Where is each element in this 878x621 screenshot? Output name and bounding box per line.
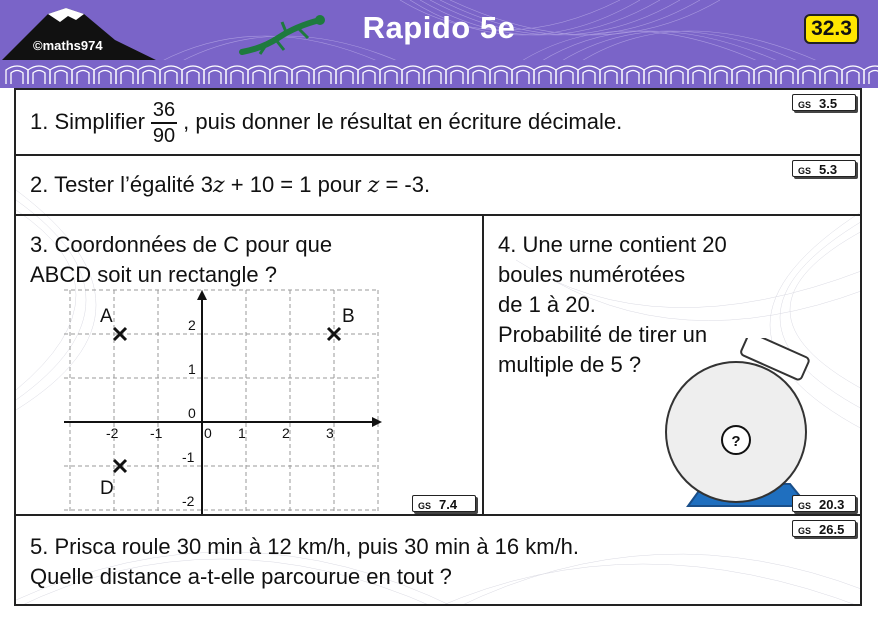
gs-value: 26.5	[819, 522, 845, 537]
gs-label: GS	[798, 526, 812, 536]
gs-value: 3.5	[819, 96, 838, 111]
question-4-line4: Probabilité de tirer un	[498, 322, 708, 347]
question-2-row	[16, 156, 860, 216]
question-2-part3: = -3.	[379, 172, 431, 197]
variable-z: z	[213, 173, 225, 198]
gs-value: 7.4	[439, 497, 458, 512]
question-2-part2: + 10 = 1 pour	[224, 172, 368, 197]
question-5-line1: 5. Prisca roule 30 min à 12 km/h, puis 30 min à 16 km/h.	[30, 534, 580, 559]
gs-label: GS	[798, 166, 812, 176]
y-tick-label: -2	[182, 493, 195, 509]
question-5-line2: Quelle distance a-t-elle parcourue en tout ?	[30, 564, 452, 589]
question-4-line3: de 1 à 20.	[498, 292, 596, 317]
question-4-line2: boules numérotées	[498, 262, 686, 287]
gs-badge-q3	[412, 495, 476, 512]
y-tick-label: 2	[188, 317, 196, 333]
fraction	[151, 98, 177, 148]
gs-label: GS	[798, 501, 812, 511]
x-tick-label: 2	[282, 425, 290, 441]
y-axis-arrow	[197, 290, 207, 300]
point-d-label: D	[100, 478, 114, 499]
fraction-denominator: 90	[152, 125, 176, 147]
question-4-line1: 4. Une urne contient 20	[498, 232, 727, 257]
question-4-line5: multiple de 5 ?	[498, 352, 642, 377]
question-1-suffix: , puis donner le résultat en écriture décimale.	[183, 108, 623, 134]
ball-mark: ?	[731, 433, 741, 450]
column-divider	[482, 216, 484, 516]
gs-label: GS	[798, 100, 812, 110]
decorative-frieze	[0, 60, 878, 88]
question-1-text	[30, 98, 622, 148]
gs-badge-q5	[792, 520, 856, 537]
gs-badge-q2	[792, 160, 856, 177]
point-b-label: B	[342, 306, 355, 327]
gs-badge-q4	[792, 495, 856, 512]
x-tick-label: -2	[106, 425, 119, 441]
variable-z-2: z	[367, 173, 380, 198]
coordinate-grid	[64, 288, 388, 516]
question-3-text	[30, 230, 332, 290]
gs-label: GS	[418, 501, 432, 511]
gs-badge-q1	[792, 94, 856, 111]
question-1-row	[16, 90, 860, 156]
x-tick-label: 0	[204, 425, 212, 441]
y-tick-label: 0	[188, 405, 196, 421]
point-a-label: A	[100, 306, 113, 327]
question-1-prefix: 1. Simplifier	[30, 108, 145, 134]
question-3-line1: 3. Coordonnées de C pour que	[30, 232, 333, 257]
question-2-text	[30, 170, 430, 201]
gs-value: 5.3	[819, 162, 838, 177]
x-axis-arrow	[372, 417, 382, 427]
x-tick-label: 3	[326, 425, 334, 441]
question-3-line2: ABCD soit un rectangle ?	[30, 262, 278, 287]
header-banner	[0, 0, 878, 62]
brand-label: ©maths974	[33, 38, 103, 53]
urn-illustration	[664, 338, 828, 516]
page-title: Rapido 5e	[362, 10, 516, 45]
question-5-text	[30, 532, 579, 592]
x-tick-label: -1	[150, 425, 163, 441]
question-2-part1: 2. Tester l’égalité 3	[30, 172, 214, 197]
gs-value: 20.3	[819, 497, 845, 512]
x-tick-label: 1	[238, 425, 246, 441]
sheet-number-badge: 32.3	[804, 14, 859, 44]
fraction-numerator: 36	[151, 98, 177, 124]
y-tick-label: -1	[182, 449, 195, 465]
question-sheet	[14, 88, 862, 606]
y-tick-label: 1	[188, 361, 196, 377]
